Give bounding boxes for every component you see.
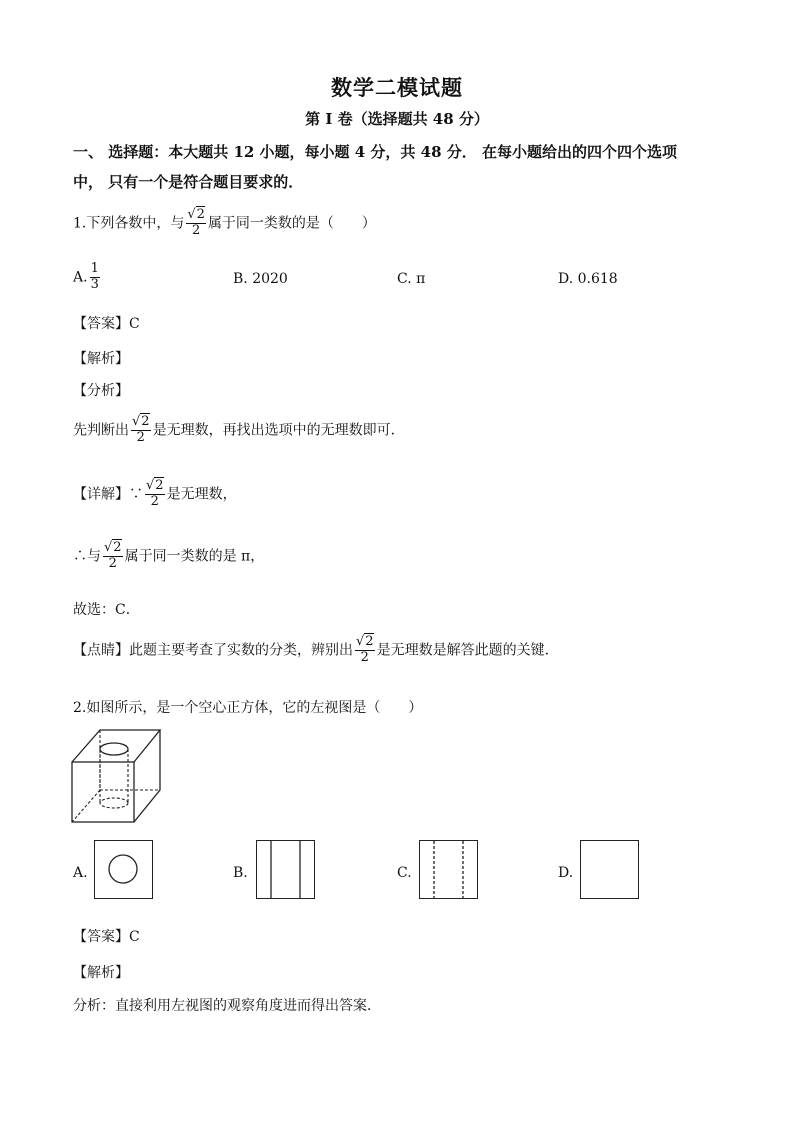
q2-answer: 【答案】C xyxy=(73,929,140,945)
sqrt2-over-2-fraction: $\frac{√2}{2}$ xyxy=(146,478,164,509)
sqrt2-over-2-fraction: $\frac{√2}{2}$ xyxy=(104,540,122,571)
q1-option-b: B. 2020 xyxy=(233,271,288,287)
sqrt2-over-2-fraction: $\frac{√2}{2}$ xyxy=(356,634,374,665)
q1-fenxi-text: 先判断出 $\frac{√2}{2}$ 是无理数，再找出选项中的无理数即可． xyxy=(73,414,405,445)
q1-option-c: C. π xyxy=(397,271,426,287)
q2-option-a-label: A. xyxy=(73,865,88,881)
q2-option-d-label: D. xyxy=(558,865,574,881)
one-third-fraction: $\frac{1}{3}$ xyxy=(90,261,99,292)
sqrt2-over-2-fraction: $\frac{√2}{2}$ xyxy=(132,414,150,445)
section-instruction-line2: 中， 只有一个是符合题目要求的． xyxy=(73,173,304,191)
q1-detail-text: 【详解】∵ $\frac{√2}{2}$ 是无理数， xyxy=(73,478,237,509)
q2-option-b-label: B. xyxy=(233,865,248,881)
question-1-stem xyxy=(73,208,376,239)
q2-option-d-figure xyxy=(580,840,639,899)
question-2-stem: 2.如图所示，是一个空心正方体，它的左视图是（ ） xyxy=(73,700,423,716)
q1-option-d: D. 0.618 xyxy=(558,271,618,287)
q1-stem-prefix: 1.下列各数中，与 xyxy=(73,215,185,232)
circle-view-icon xyxy=(95,841,152,898)
section-instruction-line1: 一、 选择题：本大题共 12 小题，每小题 4 分，共 48 分． 在每小题给出的四个四个选项 xyxy=(73,143,677,161)
solid-lines-view-icon xyxy=(257,841,314,898)
q2-analysis-label: 【解析】 xyxy=(73,965,129,981)
q2-option-c-figure xyxy=(419,840,478,899)
q2-option-c-label: C. xyxy=(397,865,412,881)
q1-option-a: A. $\frac{1}{3}$ xyxy=(73,261,99,292)
q1-fenxi-label: 【分析】 xyxy=(73,383,129,399)
q2-option-b-figure xyxy=(256,840,315,899)
q1-therefore-text: ∴与 $\frac{√2}{2}$ 属于同一类数的是 π， xyxy=(73,540,265,571)
q1-analysis-label: 【解析】 xyxy=(73,351,129,367)
q1-stem-suffix: 属于同一类数的是（ ） xyxy=(207,215,376,232)
q1-choose-text: 故选：C． xyxy=(73,602,140,618)
q1-answer: 【答案】C xyxy=(73,316,140,332)
page-title: 数学二模试题 xyxy=(331,75,463,100)
q2-fenxi-text: 分析：直接利用左视图的观察角度进而得出答案． xyxy=(73,998,381,1014)
q2-option-a-figure xyxy=(94,840,153,899)
q1-comment-text: 【点睛】此题主要考查了实数的分类，辨别出 $\frac{√2}{2}$ 是无理数是解答此题的关键． xyxy=(73,634,559,665)
dashed-lines-view-icon xyxy=(420,841,477,898)
hollow-cube-figure xyxy=(70,727,162,825)
paper-subtitle: 第 I 卷（选择题共 48 分） xyxy=(305,110,489,128)
sqrt2-over-2-fraction: $\frac{√2}{2}$ xyxy=(187,207,205,238)
